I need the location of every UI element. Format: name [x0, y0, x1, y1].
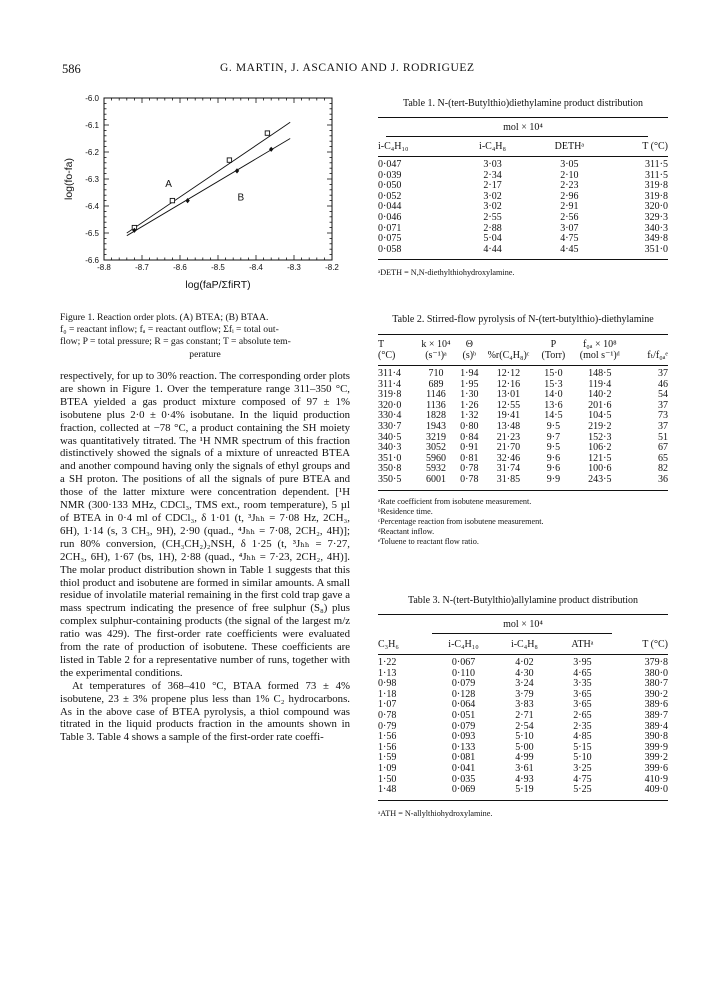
table-cell: 349·8 [644, 233, 668, 245]
table-cell: 21·23 [496, 431, 521, 443]
table-cell: 4·85 [573, 731, 592, 743]
table-cell: 5932 [425, 463, 446, 475]
x-tick-label: -8.5 [211, 263, 225, 272]
column-header: i-C₄H₁₀ [378, 141, 409, 152]
table-3-title: Table 3. N-(tert-Butylthio)allylamine product distribution [407, 595, 639, 606]
table-cell: 5·10 [515, 731, 534, 743]
table-cell: 311·4 [378, 368, 401, 379]
column-header: (mol s⁻¹)ᵈ [579, 350, 620, 361]
table-cell: 3·65 [573, 688, 592, 700]
column-header: i-C₄H₈ [510, 639, 538, 650]
x-tick-label: -8.7 [135, 263, 149, 272]
table-cell: 4·75 [573, 773, 592, 785]
body-paragraph: respectively, for up to 30% reaction. The corresponding order plots are shown in Figure 1. Over the temperature range 311–350 °C, BTEA yielded a gas product mixture composed of 97 ± 1% isobutene plus 2·0 ± 0·4% isobutane. In the liquid production fraction, collected at −78 °C, a product containing the SH moiety was quantitatively titrated. The ¹H NMR spectrum of this fraction distinctively showed the signals of a mixture of unreacted BTEA and another compound having only the signals of ethyl groups and a SH proton. The positions of all the signals of pure BTEA and those of the latter mixture were concentration dependent. [¹H NMR (300·133 MHz, CDCl₃, TMS ext., room temperature), 5 µl of BTEA in 0·4 ml of CDCl₃, δ 1·01 (t, ³Jₕₕ = 7·08 Hz, 2CH₃, 6H), 1·14 (s, 3 CH₃, 9H), 2·90 (quad., ⁴Jₕₕ = 7·08, 2CH₂, 4H)]; run 80% conversion, (CH₃CH₂)₂NSH, δ 1·25 (t, ³Jₕₕ = 7·27, 2CH₃, 6H), 1·67 (bs, 1H), 2·88 (quad., ⁴Jₕₕ = 7·23, 2CH₂, 4H)]. The molar product distribution shown in Table 1 suggests that this thiol product and isobutene are formed in similar amounts. A small residue of involatile material remaining in the first cold trap gave a mass spectrum indicating the presence of free sulphur (S₈) plus complex sulphur-containing products (the signal of the largest m/z ratio was 429). The first-order rate coefficients were evaluated from the rate of production of isobutene. These coefficients are listed in Table 2 for a representative number of runs, together with the experimental conditions. [60, 370, 350, 679]
x-tick-label: -8.2 [325, 263, 339, 272]
table-cell: 54 [658, 389, 668, 401]
table-cell: 0·035 [451, 773, 476, 785]
table-cell: 31·85 [496, 473, 521, 485]
table-cell: 319·8 [378, 389, 402, 401]
table-3-footnote: ᵃATH = N-allylthiohydroxylamine. [378, 808, 493, 818]
table-cell: 0·110 [452, 667, 476, 679]
table-2-header-row-bottom [378, 350, 668, 361]
figure-1-plot [60, 92, 346, 302]
table-row [378, 433, 668, 444]
table-cell: 1943 [425, 420, 446, 432]
table-cell: 219·2 [588, 420, 612, 432]
body-paragraph: At temperatures of 368–410 °C, BTAA formed 73 ± 4% isobutene, 23 ± 3% propene plus less than 1% C₂ hydrocarbons. As in the above case of BTEA pyrolysis, a thiol compound was titrated in the liquid products fraction in the amounts shown in Table 3. Table 4 shows a sample of the first-order rate coeffi- [60, 679, 350, 744]
x-tick-label: -8.6 [173, 263, 187, 272]
table-cell: 5·00 [515, 741, 534, 753]
table-row [378, 202, 668, 213]
table-cell: 9·6 [546, 452, 561, 464]
table-cell: 243·5 [588, 473, 612, 485]
table-2-footnote: ᶜPercentage reaction from isobutene measurement. [378, 516, 544, 526]
table-cell: 5·15 [573, 741, 592, 753]
table-2-footnote: ᵃRate coefficient from isobutene measurement. [378, 496, 532, 506]
table-cell: 1·22 [378, 657, 397, 668]
x-tick-label: -8.8 [97, 263, 111, 272]
table-cell: 399·2 [644, 752, 668, 764]
column-header: i-C₄H₁₀ [448, 639, 479, 650]
series-A-point [170, 198, 174, 202]
table-rule [378, 614, 668, 615]
table-row [378, 181, 668, 192]
table-cell: 0·075 [378, 233, 402, 245]
table-row [378, 411, 668, 422]
column-header [482, 339, 534, 350]
table-cell: 2·55 [483, 211, 502, 223]
table-cell: 12·55 [496, 399, 521, 411]
table-cell: 9·5 [546, 442, 561, 454]
table-cell: 329·3 [644, 211, 668, 223]
table-cell: 0·84 [460, 431, 479, 443]
table-2-footnote: ᵇResidence time. [378, 506, 433, 516]
table-row [378, 369, 668, 380]
table-cell: 2·54 [515, 720, 534, 732]
table-row [378, 764, 668, 775]
table-cell: 3052 [425, 442, 446, 454]
y-tick-label: -6.1 [85, 121, 99, 130]
table-cell: 9·7 [546, 431, 561, 443]
table-cell: 31·74 [496, 463, 521, 475]
table-cell: 19·41 [496, 410, 521, 422]
table-cell: 390·2 [644, 688, 668, 700]
table-cell: 330·7 [378, 420, 402, 432]
table-cell: 350·8 [378, 463, 402, 475]
table-cell: 37 [658, 399, 668, 411]
table-cell: 0·128 [451, 688, 476, 700]
table-row [378, 192, 668, 203]
table-2-title: Table 2. Stirred-flow pyrolysis of N-(tert-butylthio)-diethylamine [392, 314, 654, 325]
table-cell: 3·83 [515, 699, 534, 711]
caption-line: flow; P = total pressure; R = gas constant; T = absolute tem- [60, 336, 291, 348]
table-cell: 14·5 [544, 410, 563, 422]
figure-1-caption [60, 312, 350, 361]
table-cell: 32·46 [496, 452, 521, 464]
table-row [378, 160, 668, 171]
table-cell: 0·78 [460, 473, 479, 485]
column-header: ATHᵃ [571, 639, 594, 650]
table-cell: 3·03 [483, 159, 502, 170]
table-cell: 0·78 [460, 463, 479, 475]
table-cell: 1·09 [378, 762, 397, 774]
table-cell: 5960 [425, 452, 446, 464]
table-cell: 13·01 [496, 389, 521, 401]
table-1-group-header: mol × 10⁴ [503, 122, 543, 133]
table-cell: 148·5 [588, 368, 612, 379]
table-cell: 311·5 [645, 159, 668, 170]
table-rule [378, 156, 668, 157]
table-1-header-row [378, 141, 668, 152]
table-cell: 3·02 [483, 190, 502, 202]
table-2-header [378, 339, 668, 361]
column-header: P [550, 339, 557, 350]
table-cell: 320·0 [378, 399, 402, 411]
table-rule [386, 136, 648, 137]
table-2-body [378, 369, 668, 486]
table-cell: 5·04 [483, 233, 502, 245]
table-rule [378, 365, 668, 366]
table-cell: 710 [428, 368, 444, 379]
table-cell: 0·133 [451, 741, 476, 753]
caption-line: Figure 1. Reaction order plots. (A) BTEA; (B) BTAA. [60, 312, 269, 323]
table-cell: 119·4 [588, 378, 612, 390]
table-cell: 37 [658, 420, 668, 432]
table-cell: 3·61 [515, 762, 534, 774]
table-cell: 330·4 [378, 410, 402, 422]
table-cell: 0·071 [378, 222, 402, 234]
column-header: C₃H₆ [378, 639, 399, 650]
table-cell: 3·05 [560, 159, 579, 170]
table-cell: 3·02 [483, 201, 502, 213]
table-cell: 410·9 [644, 773, 668, 785]
table-cell: 65 [658, 452, 668, 464]
table-cell: 340·5 [378, 431, 402, 443]
column-header: f₀ₐ × 10⁸ [582, 339, 617, 350]
table-3-header-row [378, 639, 668, 650]
column-header: i-C₄H₈ [479, 141, 507, 152]
table-cell: 340·3 [378, 442, 402, 454]
table-row [378, 213, 668, 224]
table-cell: 2·88 [483, 222, 502, 234]
table-cell: 9·9 [546, 473, 561, 485]
page-header [0, 62, 721, 82]
table-cell: 9·5 [546, 420, 561, 432]
table-cell: 0·093 [451, 731, 476, 743]
table-cell: 1·48 [378, 784, 397, 796]
table-cell: 380·0 [644, 667, 668, 679]
table-row [378, 785, 668, 796]
table-1-title: Table 1. N-(tert-Butylthio)diethylamine product distribution [402, 98, 644, 109]
table-cell: 152·3 [588, 431, 612, 443]
table-cell: 0·78 [378, 709, 397, 721]
table-row [378, 390, 668, 401]
table-cell: 399·9 [644, 741, 668, 753]
y-tick-label: -6.0 [85, 94, 99, 103]
table-cell: 351·0 [644, 243, 668, 255]
table-cell: 1·95 [460, 378, 479, 390]
table-cell: 140·2 [588, 389, 612, 401]
table-cell: 0·91 [460, 442, 479, 454]
table-cell: 4·44 [483, 243, 502, 255]
table-cell: 3·24 [515, 678, 534, 690]
caption-line: f₀ = reactant inflow; fₐ = reactant outflow; Σfᵢ = total out- [60, 324, 279, 336]
table-cell: 15·0 [544, 368, 563, 379]
table-row [378, 443, 668, 454]
table-cell: 389·4 [644, 720, 668, 732]
table-cell: 5·10 [573, 752, 592, 764]
annotation-b: B [237, 192, 245, 204]
column-header: (°C) [378, 350, 396, 361]
table-cell: 3·95 [573, 657, 592, 668]
table-row [378, 475, 668, 486]
table-cell: 1·94 [460, 368, 479, 379]
table-cell: 1·56 [378, 741, 397, 753]
series-A-point [227, 158, 231, 162]
table-2-footnotes [378, 497, 668, 547]
x-axis-label: log(faP/ΣfiRT) [185, 279, 251, 291]
table-cell: 4·02 [515, 657, 534, 668]
table-1-grid [378, 141, 668, 152]
table-cell: 36 [658, 473, 668, 485]
table-cell: 2·96 [560, 190, 579, 202]
table-row [378, 234, 668, 245]
table-cell: 5·25 [573, 784, 592, 796]
table-cell: 121·5 [588, 452, 612, 464]
column-header: DETHᵃ [554, 141, 585, 152]
table-cell: 1·50 [378, 773, 397, 785]
table-cell: 409·0 [644, 784, 668, 796]
table-1 [378, 98, 668, 278]
table-cell: 4·93 [515, 773, 534, 785]
table-cell: 379·8 [644, 657, 668, 668]
table-cell: 6001 [425, 473, 446, 485]
table-cell: 0·067 [451, 657, 476, 668]
table-cell: 1·13 [378, 667, 397, 679]
table-cell: 4·45 [560, 243, 579, 255]
table-cell: 1·07 [378, 699, 397, 711]
y-tick-label: -6.3 [85, 175, 99, 184]
y-tick-label: -6.6 [85, 256, 99, 265]
table-cell: 73 [658, 410, 668, 422]
table-3 [378, 595, 668, 819]
table-cell: 2·34 [483, 169, 502, 181]
table-row [378, 454, 668, 465]
column-header: fₜ/f₀ₐᵉ [647, 350, 668, 361]
series-B-fit-line [127, 139, 290, 236]
column-header: (s⁻¹)ᵃ [425, 350, 447, 361]
column-header [627, 339, 668, 350]
y-axis-label: log(fo-fa) [63, 157, 75, 201]
table-cell: 46 [658, 378, 668, 390]
table-cell: 51 [658, 431, 668, 443]
annotation-a: A [165, 179, 172, 191]
table-cell: 689 [428, 378, 444, 390]
table-cell: 3·35 [573, 678, 592, 690]
table-cell: 100·6 [588, 463, 612, 475]
table-cell: 82 [658, 463, 668, 475]
table-cell: 3·25 [573, 762, 592, 774]
table-cell: 3·79 [515, 688, 534, 700]
table-cell: 4·75 [560, 233, 579, 245]
table-2-footnote: ᵈReactant inflow. [378, 526, 435, 536]
table-cell: 104·5 [588, 410, 612, 422]
page-number: 586 [62, 62, 81, 76]
running-head: G. MARTIN, J. ASCANIO AND J. RODRIGUEZ [220, 62, 475, 74]
table-row [378, 224, 668, 235]
table-cell: 0·079 [451, 720, 476, 732]
table-cell: 2·35 [573, 720, 592, 732]
table-cell: 1·26 [460, 399, 479, 411]
series-A-fit-line [127, 122, 290, 233]
table-cell: 4·30 [515, 667, 534, 679]
plot-frame [104, 98, 332, 260]
table-cell: 9·6 [546, 463, 561, 475]
table-cell: 106·2 [588, 442, 612, 454]
table-cell: 0·047 [378, 159, 402, 170]
table-cell: 380·7 [644, 678, 668, 690]
table-cell: 389·6 [644, 699, 668, 711]
table-row [378, 401, 668, 412]
table-cell: 1·30 [460, 389, 479, 401]
table-cell: 319·8 [644, 190, 668, 202]
table-1-body [378, 160, 668, 255]
table-cell: 2·10 [560, 169, 579, 181]
series-A-point [265, 131, 269, 135]
y-tick-label: -6.5 [85, 229, 99, 238]
table-cell: 0·050 [378, 180, 402, 192]
table-cell: 0·80 [460, 420, 479, 432]
table-cell: 319·8 [644, 180, 668, 192]
table-cell: 0·98 [378, 678, 397, 690]
y-tick-label: -6.2 [85, 148, 99, 157]
table-cell: 389·7 [644, 709, 668, 721]
table-cell: 0·044 [378, 201, 402, 213]
table-cell: 3219 [425, 431, 446, 443]
table-cell: 0·81 [460, 452, 479, 464]
table-cell: 12·16 [496, 378, 521, 390]
table-cell: 390·8 [644, 731, 668, 743]
table-cell: 399·6 [644, 762, 668, 774]
table-2-header-row-top [378, 339, 668, 350]
table-cell: 2·56 [560, 211, 579, 223]
table-cell: 2·71 [515, 709, 534, 721]
column-header: (s)ᵇ [462, 350, 477, 361]
table-cell: 1·56 [378, 731, 397, 743]
table-cell: 1·59 [378, 752, 397, 764]
table-cell: 201·6 [588, 399, 612, 411]
table-row [378, 422, 668, 433]
table-2 [378, 314, 668, 547]
table-cell: 311·5 [645, 169, 668, 181]
table-row [378, 464, 668, 475]
column-header: T [378, 339, 385, 350]
table-cell: 37 [658, 368, 668, 379]
table-row [378, 711, 668, 722]
table-cell: 0·064 [451, 699, 476, 711]
x-tick-label: -8.3 [287, 263, 301, 272]
table-cell: 0·069 [451, 784, 476, 796]
table-cell: 13·48 [496, 420, 521, 432]
table-3-group-header: mol × 10⁴ [503, 619, 543, 630]
table-3-header [378, 639, 668, 650]
reaction-order-chart [60, 92, 346, 302]
table-cell: 5·19 [515, 784, 534, 796]
table-cell: 4·99 [515, 752, 534, 764]
table-cell: 0·052 [378, 190, 402, 202]
column-header: T (°C) [642, 639, 668, 650]
table-cell: 320·0 [644, 201, 668, 213]
y-tick-label: -6.4 [85, 202, 99, 211]
table-cell: 0·081 [451, 752, 476, 764]
table-cell: 21·70 [496, 442, 521, 454]
table-cell: 0·039 [378, 169, 402, 181]
column-header: T (°C) [642, 141, 668, 152]
table-cell: 1146 [426, 389, 446, 401]
caption-line: perature [189, 348, 221, 360]
table-cell: 2·17 [483, 180, 502, 192]
table-cell: 0·058 [378, 243, 402, 255]
table-cell: 351·0 [378, 452, 402, 464]
table-3-body [378, 658, 668, 796]
table-cell: 1·18 [378, 688, 397, 700]
table-rule [378, 490, 668, 491]
table-cell: 0·79 [378, 720, 397, 732]
table-cell: 2·23 [560, 180, 579, 192]
table-row [378, 171, 668, 182]
table-cell: 1828 [425, 410, 446, 422]
table-cell: 0·079 [451, 678, 476, 690]
table-cell: 15·3 [544, 378, 563, 390]
table-cell: 12·12 [496, 368, 521, 379]
table-cell: 340·3 [644, 222, 668, 234]
table-row [378, 658, 668, 669]
table-cell: 350·5 [378, 473, 402, 485]
x-tick-label: -8.4 [249, 263, 263, 272]
table-rule [378, 334, 668, 335]
table-rule [378, 259, 668, 260]
column-header: %r(C₄H₈)ᶜ [487, 350, 530, 361]
table-rule [378, 800, 668, 801]
table-cell: 0·046 [378, 211, 402, 223]
table-cell: 67 [658, 442, 668, 454]
table-rule [432, 633, 612, 634]
table-2-footnote: ᵉToluene to reactant flow ratio. [378, 536, 479, 546]
table-rule [378, 654, 668, 655]
table-rule [378, 117, 668, 118]
table-cell: 311·4 [378, 378, 401, 390]
table-row [378, 245, 668, 256]
table-cell: 3·07 [560, 222, 579, 234]
body-text [60, 370, 350, 744]
table-cell: 3·65 [573, 699, 592, 711]
column-header: (Torr) [541, 350, 566, 361]
table-cell: 0·041 [451, 762, 476, 774]
column-header: k × 10⁴ [421, 339, 451, 350]
table-cell: 1·32 [460, 410, 479, 422]
table-cell: 13·6 [544, 399, 563, 411]
table-cell: 0·051 [451, 709, 476, 721]
table-1-footnote: ᵃDETH = N,N-diethylthiohydroxylamine. [378, 268, 515, 278]
column-header: Θ [465, 339, 473, 350]
table-cell: 1136 [426, 399, 446, 411]
table-cell: 2·91 [560, 201, 579, 213]
table-cell: 4·65 [573, 667, 592, 679]
table-row [378, 380, 668, 391]
table-cell: 2·65 [573, 709, 592, 721]
table-cell: 14·0 [544, 389, 563, 401]
